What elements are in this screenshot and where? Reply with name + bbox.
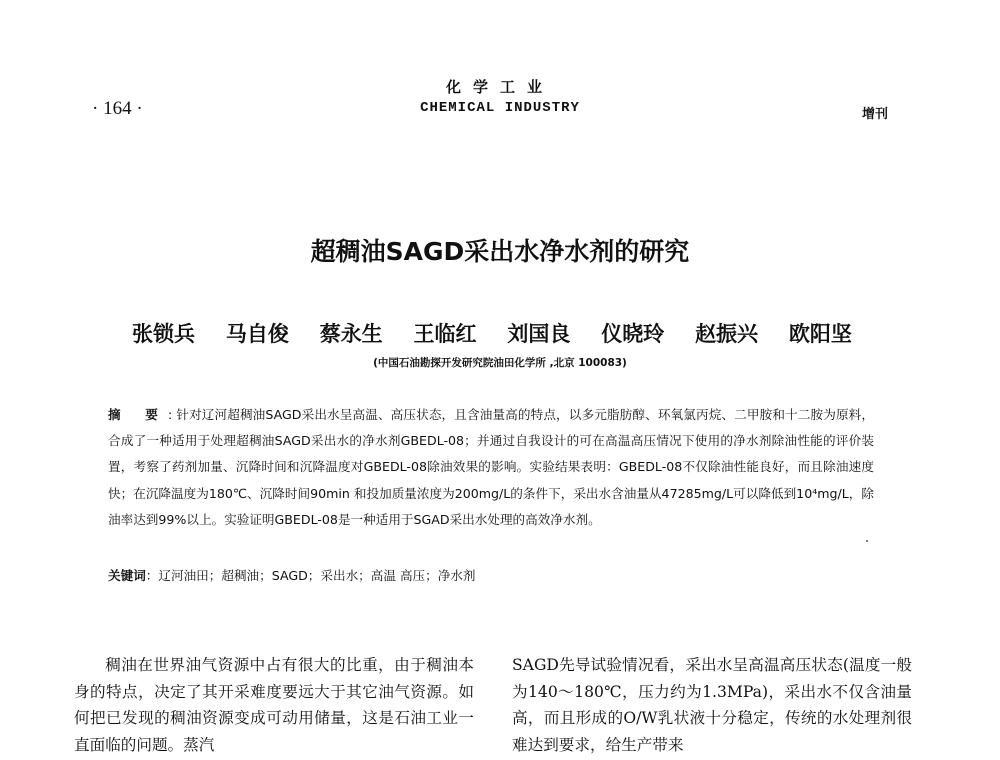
author-name: 赵振兴 (695, 321, 759, 346)
keywords (108, 565, 874, 584)
journal-title-en: CHEMICAL INDUSTRY (420, 100, 580, 116)
body-column-right: SAGD先导试验情况看，采出水呈高温高压状态(温度一般为140～180℃，压力约为1.3MPa)，采出水不仅含油量高，而且形成的O/W乳状液十分稳定，传统的水处理剂很难达到要求，给生产带来 (512, 656, 912, 754)
author-name: 王临红 (413, 321, 477, 346)
affiliation: (中国石油勘探开发研究院油田化学所 ,北京 100083) (373, 357, 627, 369)
paper-title: 超稠油SAGD采出水净水剂的研究 (310, 237, 690, 266)
author-name: 蔡永生 (319, 321, 383, 346)
scan-speck (866, 540, 868, 542)
body-column-left: 稠油在世界油气资源中占有很大的比重，由于稠油本身的特点，决定了其开采难度要远大于其它油气资源。如何把已发现的稠油资源变成可动用储量，这是石油工业一直面临的问题。蒸汽 (74, 656, 474, 754)
author-name: 刘国良 (507, 321, 571, 346)
abstract-text: : 针对辽河超稠油SAGD采出水呈高温、高压状态，且含油量高的特点，以多元脂肪醇、环氧氯丙烷、二甲胺和十二胺为原料，合成了一种适用于处理超稠油SAGD采出水的净水剂GBEDL-08；并通过自我设计的可在高温高压情况下使用的净水剂除油性能的评价装置，考察了药剂加量、沉降时间和沉降温度对GBEDL-08除油效果的影响。实验结果表明：GBEDL-08不仅除油性能良好，而且除油速度快；在沉降温度为180℃、沉降时间90min 和投加质量浓度为200mg/L的条件下，采出水含油量从47285mg/L可以降低到10⁴mg/L，除油率达到99%以上。实验证明GBEDL-08是一种适用于SGAD采出水处理的高效净水剂。 (108, 407, 874, 527)
issue-label: 增刊 (861, 107, 888, 122)
author-name: 仪晓玲 (601, 321, 665, 346)
author-name: 张锁兵 (132, 321, 195, 346)
keywords-label: 关键词 (108, 568, 146, 583)
journal-title-cn: 化学工业 (445, 78, 554, 96)
abstract-label: 摘 要 (108, 407, 168, 422)
author-name: 欧阳坚 (788, 321, 852, 346)
keywords-text: ：辽河油田；超稠油；SAGD；采出水；高温 高压；净水剂 (145, 568, 476, 583)
author-name: 马自俊 (225, 321, 289, 346)
author-list (132, 318, 852, 348)
page-number: · 164 · (92, 98, 143, 119)
abstract (108, 402, 874, 533)
